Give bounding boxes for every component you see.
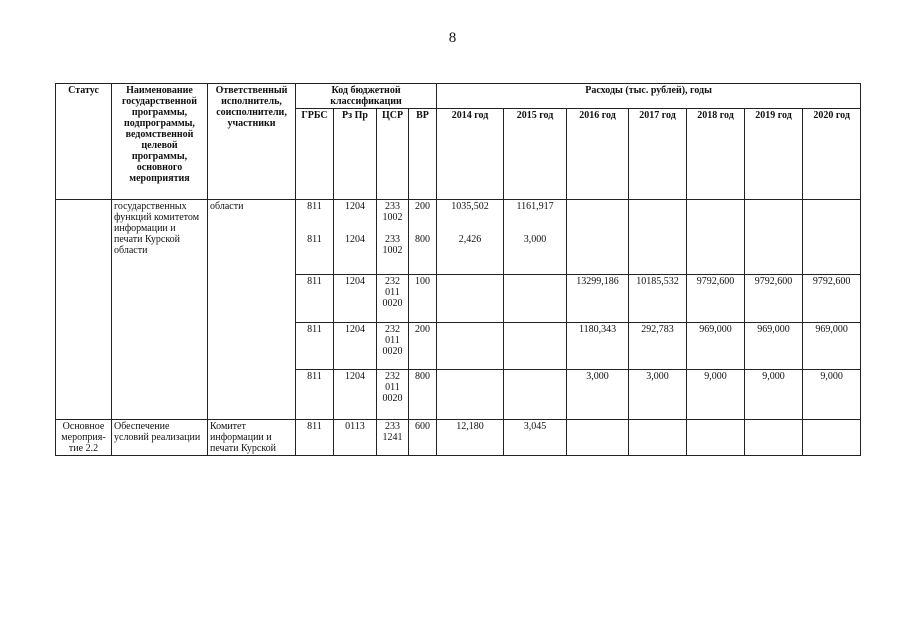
amount-cell xyxy=(437,370,504,420)
amount-cell: 292,783 xyxy=(629,323,687,370)
header-year: 2015 год xyxy=(504,109,567,200)
amount-cell: 9,000 xyxy=(745,370,803,420)
amount-value: 1035,502 xyxy=(451,201,489,212)
rzpr-value: 1204 xyxy=(345,234,365,245)
grbs-cell: 811 xyxy=(296,275,334,323)
header-year: 2016 год xyxy=(567,109,629,200)
header-row-top xyxy=(56,84,861,109)
amount-value: 2,426 xyxy=(458,234,482,245)
header-year: 2018 год xyxy=(687,109,745,200)
amount-cell xyxy=(803,420,861,456)
header-year: 2017 год xyxy=(629,109,687,200)
amount-cell xyxy=(437,323,504,370)
amount-cell xyxy=(745,420,803,456)
amount-value: 3,000 xyxy=(523,234,547,245)
amount-cell: 969,000 xyxy=(803,323,861,370)
amount-cell xyxy=(629,420,687,456)
page-number: 8 xyxy=(448,30,457,46)
budget-table xyxy=(55,83,861,456)
header-year: 2019 год xyxy=(745,109,803,200)
amount-cell: 969,000 xyxy=(745,323,803,370)
csr-cell xyxy=(377,200,409,275)
amount-cell xyxy=(437,200,504,275)
amount-cell: 9,000 xyxy=(803,370,861,420)
amount-cell: 10185,532 xyxy=(629,275,687,323)
vr-cell: 200 xyxy=(409,323,437,370)
amount-value: 1161,917 xyxy=(516,201,554,212)
csr-cell: 232 011 0020 xyxy=(377,275,409,323)
header-status: Статус xyxy=(56,84,112,200)
amount-cell: 3,000 xyxy=(567,370,629,420)
vr-cell: 100 xyxy=(409,275,437,323)
header-vr: ВР xyxy=(409,109,437,200)
amount-cell: 969,000 xyxy=(687,323,745,370)
header-year: 2020 год xyxy=(803,109,861,200)
rzpr-cell: 1204 xyxy=(334,370,377,420)
amount-cell xyxy=(567,420,629,456)
grbs-value: 811 xyxy=(307,234,322,245)
amount-cell xyxy=(437,275,504,323)
amount-cell xyxy=(567,200,629,275)
header-csr: ЦСР xyxy=(377,109,409,200)
amount-cell: 12,180 xyxy=(437,420,504,456)
program-name-cell: государственных функций комитетом информации и печати Курской области xyxy=(112,200,208,420)
grbs-cell xyxy=(296,200,334,275)
table-row xyxy=(56,200,861,275)
header-grbs: ГРБС xyxy=(296,109,334,200)
program-name-cell: Обеспечение условий реализации xyxy=(112,420,208,456)
executor-cell: области xyxy=(208,200,296,420)
status-cell xyxy=(56,200,112,420)
csr-value: 233 1002 xyxy=(382,201,403,223)
header-expenses: Расходы (тыс. рублей), годы xyxy=(437,84,861,109)
header-name: Наименование государственной программы, подпрограммы, ведомственной целевой программы, основного мероприятия xyxy=(112,84,208,200)
rzpr-cell xyxy=(334,200,377,275)
vr-value: 800 xyxy=(415,234,431,245)
amount-cell xyxy=(745,200,803,275)
header-rzpr: Рз Пр xyxy=(334,109,377,200)
grbs-cell: 811 xyxy=(296,420,334,456)
amount-cell: 13299,186 xyxy=(567,275,629,323)
amount-cell xyxy=(687,420,745,456)
table-row xyxy=(56,420,861,456)
executor-cell: Комитет информации и печати Курской xyxy=(208,420,296,456)
grbs-cell: 811 xyxy=(296,323,334,370)
status-cell: Основное мероприя-тие 2.2 xyxy=(56,420,112,456)
vr-value: 200 xyxy=(415,201,431,212)
csr-cell: 232 011 0020 xyxy=(377,370,409,420)
amount-cell xyxy=(803,200,861,275)
amount-cell: 9,000 xyxy=(687,370,745,420)
amount-cell xyxy=(687,200,745,275)
amount-cell xyxy=(629,200,687,275)
amount-cell: 9792,600 xyxy=(745,275,803,323)
amount-cell: 9792,600 xyxy=(687,275,745,323)
csr-cell: 232 011 0020 xyxy=(377,323,409,370)
csr-value: 233 1002 xyxy=(382,234,403,256)
header-budget-code: Код бюджетной классификации xyxy=(296,84,437,109)
amount-cell: 9792,600 xyxy=(803,275,861,323)
rzpr-cell: 1204 xyxy=(334,323,377,370)
amount-cell: 3,000 xyxy=(629,370,687,420)
vr-cell: 800 xyxy=(409,370,437,420)
grbs-cell: 811 xyxy=(296,370,334,420)
amount-cell: 1180,343 xyxy=(567,323,629,370)
rzpr-cell: 0113 xyxy=(334,420,377,456)
amount-cell xyxy=(504,370,567,420)
header-year: 2014 год xyxy=(437,109,504,200)
rzpr-value: 1204 xyxy=(345,201,365,212)
vr-cell xyxy=(409,200,437,275)
header-executor: Ответственный исполнитель, соисполнители, участники xyxy=(208,84,296,200)
csr-cell: 233 1241 xyxy=(377,420,409,456)
grbs-value: 811 xyxy=(307,201,322,212)
amount-cell xyxy=(504,323,567,370)
amount-cell: 3,045 xyxy=(504,420,567,456)
amount-cell xyxy=(504,200,567,275)
amount-cell xyxy=(504,275,567,323)
rzpr-cell: 1204 xyxy=(334,275,377,323)
vr-cell: 600 xyxy=(409,420,437,456)
